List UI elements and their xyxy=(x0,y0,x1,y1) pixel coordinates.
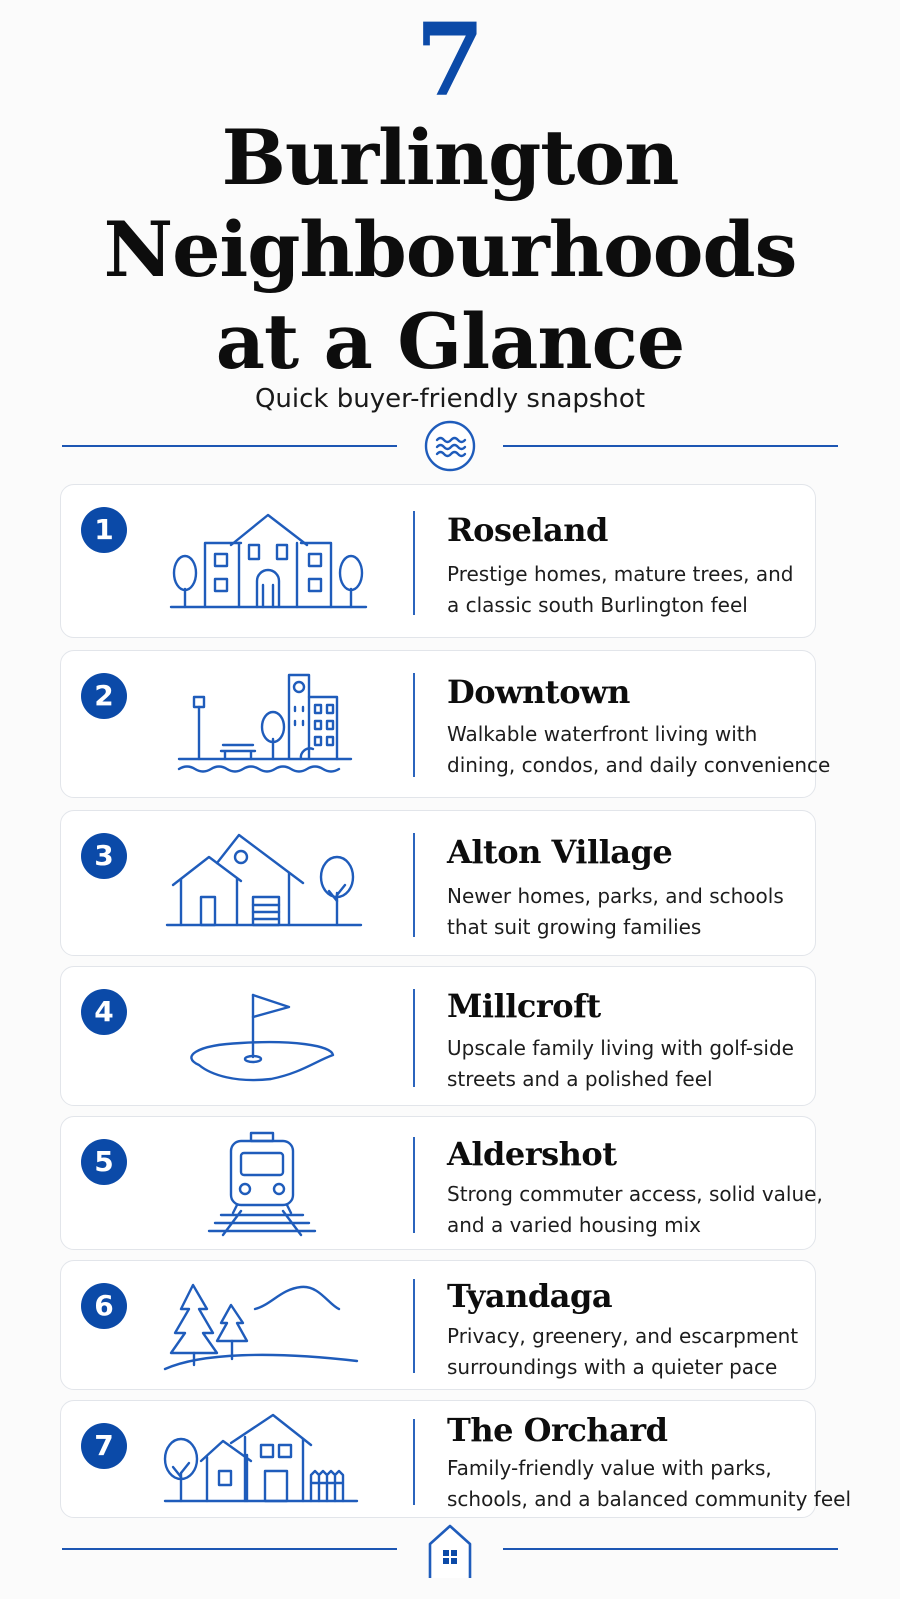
neighbourhood-name: The Orchard xyxy=(447,1411,668,1449)
number-badge: 6 xyxy=(81,1283,127,1329)
neighbourhood-description: Family-friendly value with parks, schools, and a balanced community feel xyxy=(447,1456,851,1511)
neighbourhood-card-tyandaga[interactable] xyxy=(60,1260,816,1390)
neighbourhood-description: Newer homes, parks, and schools that suit growing families xyxy=(447,884,784,939)
number-badge: 3 xyxy=(81,833,127,879)
number-badge: 4 xyxy=(81,989,127,1035)
train-icon xyxy=(161,1129,381,1241)
neighbourhood-name: Tyandaga xyxy=(447,1277,613,1315)
title-line: Burlington xyxy=(221,113,679,202)
neighbourhood-description: Privacy, greenery, and escarpment surroundings with a quieter pace xyxy=(447,1324,799,1379)
title-line: Neighbourhoods xyxy=(103,205,797,294)
number-badge: 5 xyxy=(81,1139,127,1185)
neighbourhood-card-the-orchard[interactable] xyxy=(60,1400,851,1518)
neighbourhood-card-millcroft[interactable] xyxy=(60,966,816,1106)
water-wave-icon xyxy=(424,420,476,472)
neighbourhood-card-downtown[interactable] xyxy=(60,650,831,798)
neighbourhood-name: Downtown xyxy=(447,673,630,711)
neighbourhood-description: Walkable waterfront living with dining, condos, and daily convenience xyxy=(447,722,831,777)
neighbourhood-name: Alton Village xyxy=(447,833,673,871)
neighbourhood-description: Strong commuter access, solid value, and a varied housing mix xyxy=(447,1182,823,1237)
neighbourhood-card-aldershot[interactable] xyxy=(60,1116,823,1250)
neighbourhood-card-alton-village[interactable] xyxy=(60,810,816,956)
subtitle: Quick buyer-friendly snapshot xyxy=(254,384,646,414)
neighbourhood-name: Millcroft xyxy=(447,987,601,1025)
mansion-icon xyxy=(161,509,381,613)
suburban-house-icon xyxy=(161,1409,381,1505)
title-line: at a Glance xyxy=(215,297,685,386)
number-badge: 7 xyxy=(81,1423,127,1469)
number-badge: 1 xyxy=(81,507,127,553)
number-badge: 2 xyxy=(81,673,127,719)
neighbourhood-description: Upscale family living with golf-side streets and a polished feel xyxy=(447,1036,794,1091)
waterfront-city-icon xyxy=(161,667,381,777)
home-icon xyxy=(424,1520,476,1580)
forest-hills-icon xyxy=(161,1275,381,1375)
neighbourhood-name: Roseland xyxy=(447,511,608,549)
bottom-divider xyxy=(62,1520,838,1580)
top-divider xyxy=(62,420,838,472)
headline-number: 7 xyxy=(415,1,485,119)
neighbourhood-description: Prestige homes, mature trees, and a classic south Burlington feel xyxy=(447,562,794,617)
neighbourhood-name: Aldershot xyxy=(447,1135,617,1173)
page-title xyxy=(0,112,900,388)
golf-flag-icon xyxy=(161,985,381,1087)
family-house-icon xyxy=(161,827,381,931)
neighbourhood-card-roseland[interactable] xyxy=(60,484,816,638)
